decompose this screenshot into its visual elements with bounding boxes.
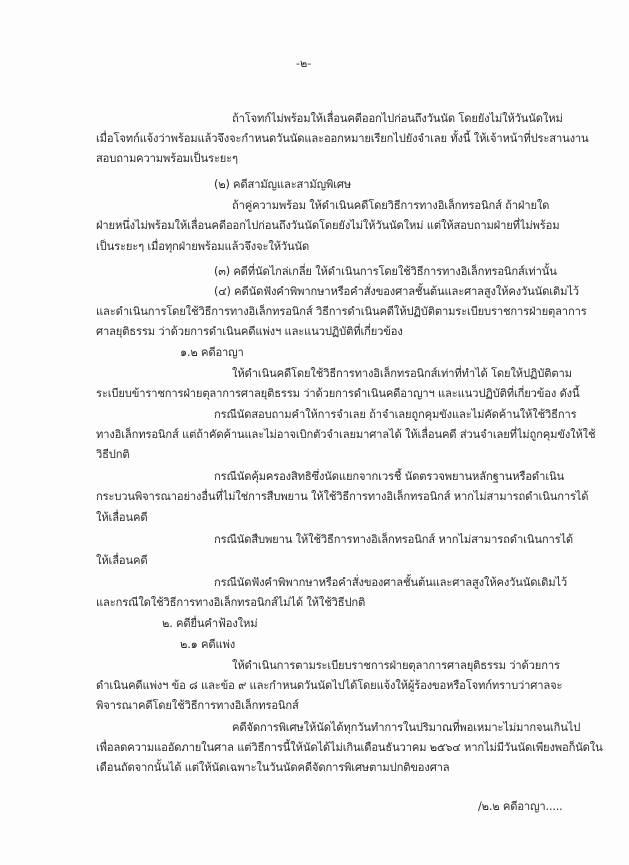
page-number: -๒-	[296, 57, 312, 70]
text-line: และดำเนินการโดยใช้วิธีการทางอิเล็กทรอนิกส์ วิธีการดำเนินคดีให้ปฏิบัติตามระเบียบราชการฝ่ายตุลาการ	[96, 305, 587, 318]
text-line: ให้เลื่อนคดี	[96, 554, 148, 567]
text-line: กรณีนัดสืบพยาน ให้ใช้วิธีการทางอิเล็กทรอนิกส์ หากไม่สามารถดำเนินการได้	[214, 533, 574, 546]
text-line: (๓) คดีที่นัดไกล่เกลี่ย ให้ดำเนินการโดยใช้วิธีการทางอิเล็กทรอนิกส์เท่านั้น	[214, 265, 557, 278]
text-line: คดีจัดการพิเศษให้นัดได้ทุกวันทำการในปริมาณที่พอเหมาะไม่มากจนเกินไป	[232, 721, 581, 734]
text-line: ๒.๑ คดีแพ่ง	[180, 638, 236, 651]
text-line: ให้ดำเนินคดีโดยใช้วิธีการทางอิเล็กทรอนิกส์เท่าที่ทำได้ โดยให้ปฏิบัติตาม	[232, 367, 572, 380]
text-line: ฝ่ายหนึ่งไม่พร้อมให้เลื่อนคดีออกไปก่อนถึงวันนัดโดยยังไม่ให้วันนัดใหม่ แต่ให้สอบถามฝ่ายที่ไม่พร้อม	[96, 219, 560, 232]
text-line: วิธีปกติ	[96, 448, 130, 461]
text-line: เพื่อลดความแออัดภายในศาล แต่วิธีการนี้ให้นัดได้ไม่เกินเดือนธันวาคม ๒๕๖๔ หากไม่มีวันนัดเพียงพอก็นัดใน	[96, 741, 603, 754]
text-line: ให้เลื่อนคดี	[96, 511, 148, 524]
text-line: เมื่อโจทก์แจ้งว่าพร้อมแล้วจึงจะกำหนดวันนัดและออกหมายเรียกไปยังจำเลย ทั้งนี้ ให้เจ้าหน้าที่ประสานงาน	[96, 132, 589, 145]
text-line: กระบวนพิจารณาอย่างอื่นที่ไม่ใช่การสืบพยาน ให้ใช้วิธีการทางอิเล็กทรอนิกส์ หากไม่สามารถดำเนินการได้	[96, 490, 589, 503]
text-line: (๔) คดีนัดฟังคำพิพากษาหรือคำสั่งของศาลชั้นต้นและศาลสูงให้คงวันนัดเดิมไว้	[214, 285, 579, 298]
text-line: สอบถามความพร้อมเป็นระยะๆ	[96, 152, 238, 165]
text-line: ให้ดำเนินการตามระเบียบราชการฝ่ายตุลาการศาลยุติธรรม ว่าด้วยการ	[232, 659, 560, 672]
text-line: เดือนถัดจากนั้นได้ แต่ให้นัดเฉพาะในวันนัดคดีจัดการพิเศษตามปกติของศาล	[96, 761, 450, 774]
text-line: ๒. คดียื่นคำฟ้องใหม่	[162, 617, 258, 630]
text-line: ศาลยุติธรรม ว่าด้วยการดำเนินคดีแพ่งฯ และแนวปฏิบัติที่เกี่ยวข้อง	[96, 325, 403, 338]
text-line: ถ้าคู่ความพร้อม ให้ดำเนินคดีโดยวิธีการทางอิเล็กทรอนิกส์ ถ้าฝ่ายใด	[232, 199, 550, 212]
text-line: ถ้าโจทก์ไม่พร้อมให้เลื่อนคดีออกไปก่อนถึงวันนัด โดยยังไม่ให้วันนัดใหม่	[232, 112, 563, 125]
text-line: เป็นระยะๆ เมื่อทุกฝ่ายพร้อมแล้วจึงจะให้วันนัด	[96, 240, 310, 253]
text-line: กรณีนัดสอบถามคำให้การจำเลย ถ้าจำเลยถูกคุมขังและไม่คัดค้านให้ใช้วิธีการ	[214, 408, 577, 421]
continuation-footer: /๒.๒ คดีอาญา.....	[478, 800, 563, 813]
text-line: ระเบียบข้าราชการฝ่ายตุลาการศาลยุติธรรม ว่าด้วยการดำเนินคดีอาญาฯ และแนวปฏิบัติที่เกี่ยวข้อง ดังนี้	[96, 387, 580, 400]
text-line: และกรณีใดใช้วิธีการทางอิเล็กทรอนิกส์ไม่ได้ ให้ใช้วิธีปกติ	[96, 596, 366, 609]
text-line: พิจารณาคดีโดยใช้วิธีการทางอิเล็กทรอนิกส์	[96, 699, 299, 712]
text-line: ๑.๒ คดีอาญา	[180, 346, 244, 359]
text-line: กรณีนัดฟังคำพิพากษาหรือคำสั่งของศาลชั้นต้นและศาลสูงให้คงวันนัดเดิมไว้	[214, 576, 568, 589]
text-line: ดำเนินคดีแพ่งฯ ข้อ ๘ และข้อ ๙ และกำหนดวันนัดไปได้โดยแจ้งให้ผู้ร้องขอหรือโจทก์ทราบว่าศาลจะ	[96, 679, 563, 692]
text-line: กรณีนัดคุ้มครองสิทธิซึ่งนัดแยกจากเวรชี้ นัดตรวจพยานหลักฐานหรือดำเนิน	[214, 470, 564, 483]
text-line: ทางอิเล็กทรอนิกส์ แต่ถ้าคัดค้านและไม่อาจเบิกตัวจำเลยมาศาลได้ ให้เลื่อนคดี ส่วนจำเลยที่ไม่ถูกคุมขังให้ใช้	[96, 428, 596, 441]
text-line: (๒) คดีสามัญและสามัญพิเศษ	[214, 178, 352, 191]
